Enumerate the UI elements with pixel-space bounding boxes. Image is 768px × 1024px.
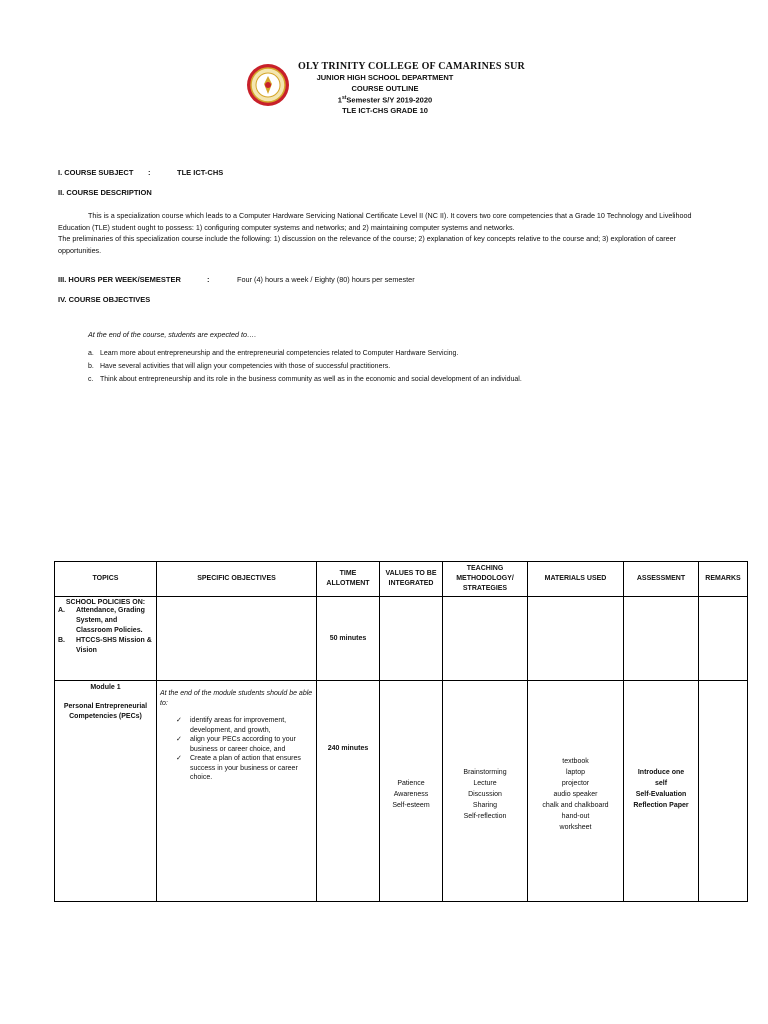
- header-specific-objectives: SPECIFIC OBJECTIVES: [157, 562, 317, 597]
- time-allotment-cell: 50 minutes: [317, 597, 380, 681]
- topic-item: A. Attendance, Grading System, and Classroom Policies.: [58, 607, 145, 634]
- header-time-allotment: TIME ALLOTMENT: [317, 562, 380, 597]
- topic-item: B. HTCCS-SHS Mission & Vision: [58, 637, 152, 654]
- grade-line: TLE ICT-CHS GRADE 10: [342, 106, 428, 115]
- objective-check-item: ✓ Create a plan of action that ensures success in your business or career choice.: [176, 755, 301, 781]
- values-cell: [380, 597, 443, 681]
- specific-objectives-cell: [157, 597, 317, 681]
- header-remarks: REMARKS: [699, 562, 748, 597]
- topic-cell: [55, 681, 157, 902]
- specific-objectives-intro: At the end of the module students should be able to:: [160, 690, 313, 707]
- course-subject-colon: :: [148, 168, 151, 177]
- hours-label: III. HOURS PER WEEK/SEMESTER: [58, 275, 181, 284]
- assessment-cell: Introduce one self Self-Evaluation Reflection Paper: [624, 681, 699, 902]
- header-materials: MATERIALS USED: [528, 562, 624, 597]
- checkmark-icon: ✓: [176, 755, 182, 762]
- college-seal-logo: [246, 62, 290, 108]
- course-description-text: This is a specialization course which leads to a Computer Hardware Servicing National Certificate Level II (NC II). It covers two core competencies that a Grade 10 Technology and Livelihood Education (TLE) student ought to possess: 1) configuring computer systems and networks; and 2) maintaining computer systems and networks. The preliminaries of this specialization course include the following: 1) discussion on the relevance of the course; 2) explanation of key concepts relative to the course and; 3) exploration of career opportunities.: [58, 211, 692, 255]
- time-allotment-cell: 240 minutes: [317, 681, 380, 902]
- department-name: JUNIOR HIGH SCHOOL DEPARTMENT: [316, 73, 454, 82]
- remarks-cell: [699, 681, 748, 902]
- semester-line: 1stSemester S/Y 2019-2020: [337, 95, 433, 105]
- topic-heading: SCHOOL POLICIES ON:: [65, 599, 146, 606]
- objective-item: c. Think about entrepreneurship and its role in the business community as well as in the economic and social development of an individual.: [88, 376, 522, 383]
- header-topics: TOPICS: [55, 562, 157, 597]
- course-description-label: II. COURSE DESCRIPTION: [58, 188, 152, 197]
- hours-colon: :: [207, 275, 210, 284]
- objective-item: b. Have several activities that will align your competencies with those of successful practitioners.: [88, 363, 391, 370]
- assessment-cell: [624, 597, 699, 681]
- hours-value: Four (4) hours a week / Eighty (80) hours per semester: [237, 275, 415, 284]
- objective-check-item: ✓ identify areas for improvement, development, and growth,: [176, 717, 287, 734]
- objective-check-item: ✓ align your PECs according to your business or career choice, and: [176, 736, 296, 753]
- objectives-intro: At the end of the course, students are expected to….: [88, 330, 257, 339]
- methodology-cell: [443, 597, 528, 681]
- document-title: COURSE OUTLINE: [351, 84, 419, 93]
- topic-cell: [55, 597, 157, 681]
- materials-cell: textbook laptop projector audio speaker chalk and chalkboard hand-out worksheet: [528, 681, 624, 902]
- checkmark-icon: ✓: [176, 736, 182, 743]
- values-cell: Patience Awareness Self-esteem: [380, 681, 443, 902]
- remarks-cell: [699, 597, 748, 681]
- checkmark-icon: ✓: [176, 717, 182, 724]
- course-subject-value: TLE ICT-CHS: [177, 168, 224, 177]
- module-title: Personal Entrepreneurial Competencies (PECs): [63, 703, 148, 720]
- materials-cell: [528, 597, 624, 681]
- college-name: OLY TRINITY COLLEGE OF CAMARINES SUR: [298, 61, 525, 72]
- specific-objectives-cell: [157, 681, 317, 902]
- header-methodology: TEACHING METHODOLOGY/ STRATEGIES: [443, 562, 528, 597]
- module-number: Module 1: [90, 684, 121, 691]
- course-subject-label: I. COURSE SUBJECT: [58, 168, 134, 177]
- methodology-cell: Brainstorming Lecture Discussion Sharing Self-reflection: [443, 681, 528, 902]
- course-outline-table: [54, 561, 748, 902]
- objective-item: a. Learn more about entrepreneurship and the entrepreneurial competencies related to Computer Hardware Servicing.: [88, 350, 459, 357]
- header-values: VALUES TO BE INTEGRATED: [380, 562, 443, 597]
- table-header-row: [55, 562, 748, 597]
- course-objectives-label: IV. COURSE OBJECTIVES: [58, 295, 151, 304]
- table-row: [55, 597, 748, 681]
- header-assessment: ASSESSMENT: [624, 562, 699, 597]
- table-row: [55, 681, 748, 902]
